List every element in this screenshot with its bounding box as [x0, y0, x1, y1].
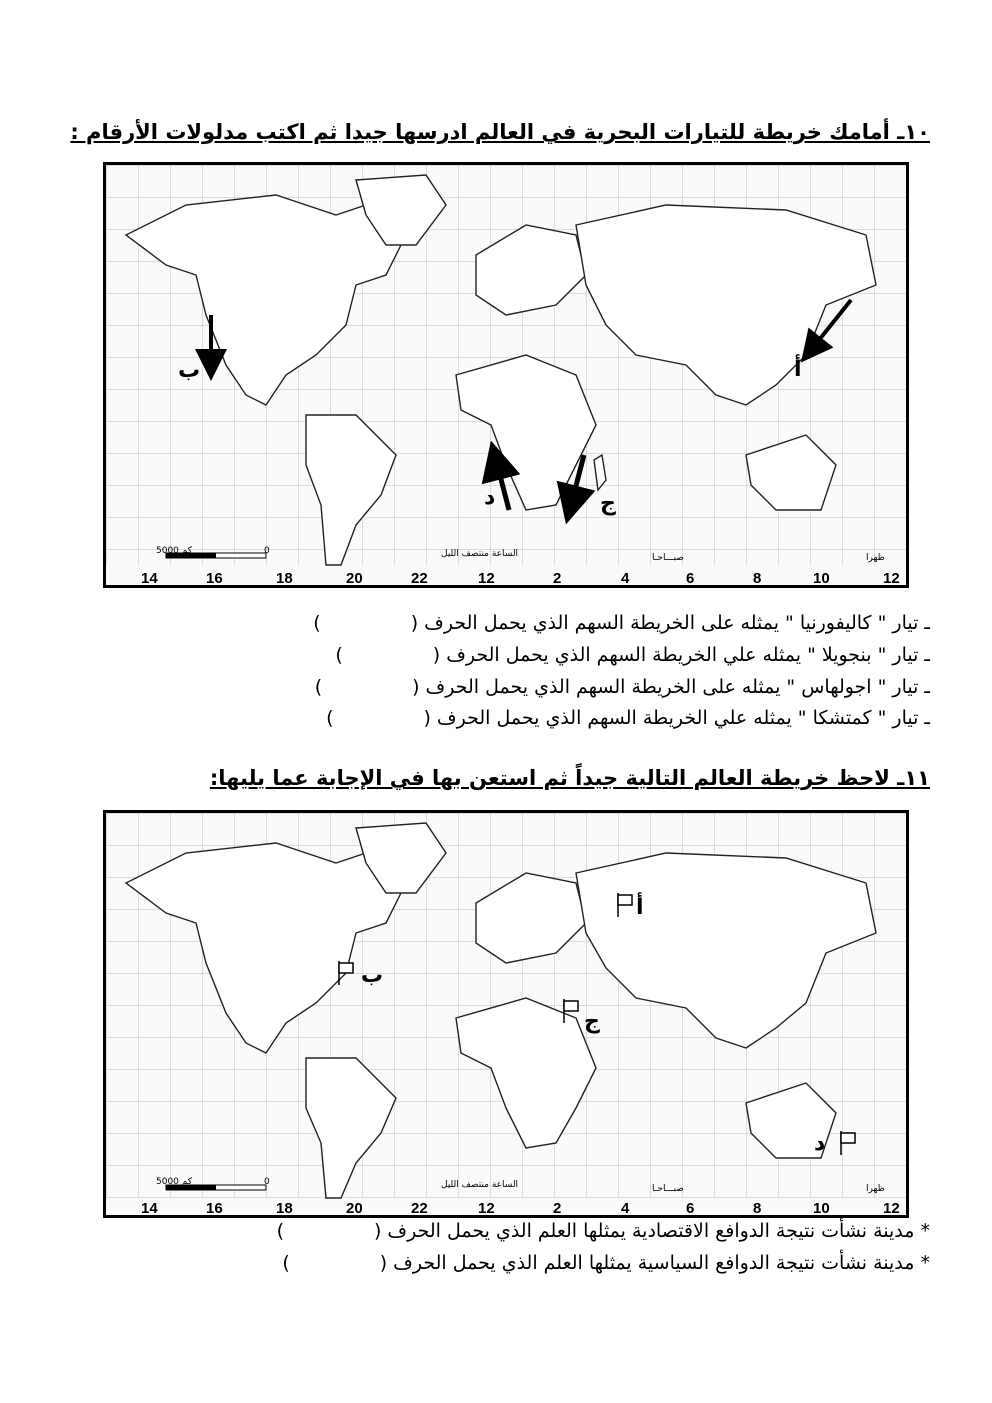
midnight-label: الساعة منتصف الليل [441, 1180, 519, 1190]
time-tick: 4 [621, 1200, 630, 1217]
time-tick: 6 [686, 1200, 695, 1217]
scale-zero: 0 [264, 546, 270, 556]
q10-item-4: ـ تيار " كمتشكا " يمثله علي الخريطة السهم الذي يحمل الحرف () [326, 707, 930, 729]
morning-label: صبـــاحـا [652, 553, 684, 563]
scale-label: 5000 كم [156, 546, 193, 556]
time-tick: 14 [141, 570, 158, 587]
noon-label: ظهرا [866, 553, 885, 563]
time-tick: 8 [753, 1200, 762, 1217]
time-tick: 6 [686, 570, 695, 587]
q11-item-1: * مدينة نشأت نتيجة الدوافع الاقتصادية يمثلها العلم الذي يحمل الحرف () [276, 1220, 930, 1242]
morning-label: صبـــاحـا [652, 1184, 684, 1194]
map-letter-d: د [814, 1131, 826, 1156]
q10-item-1: ـ تيار " كاليفورنيا " يمثله على الخريطة السهم الذي يحمل الحرف () [313, 612, 930, 634]
map-letter-a: أ [636, 895, 644, 920]
time-tick: 18 [276, 570, 293, 587]
map-letter-j: ج [584, 1009, 600, 1034]
map-letter-b: ب [178, 358, 201, 383]
time-tick: 8 [753, 570, 762, 587]
world-map-graphic [106, 813, 906, 1215]
cities-world-map [103, 810, 909, 1218]
currents-world-map [103, 162, 909, 588]
world-map-graphic [106, 165, 906, 585]
noon-label: ظهرا [866, 1184, 885, 1194]
time-tick: 14 [141, 1200, 158, 1217]
time-tick: 22 [411, 570, 428, 587]
time-tick: 16 [206, 1200, 223, 1217]
time-tick: 2 [553, 1200, 562, 1217]
time-tick: 4 [621, 570, 630, 587]
q11-item-2: * مدينة نشأت نتيجة الدوافع السياسية يمثلها العلم الذي يحمل الحرف () [282, 1252, 930, 1274]
map-letter-d: د [484, 485, 496, 510]
q10-item-3: ـ تيار " اجولهاس " يمثله على الخريطة السهم الذي يحمل الحرف () [314, 676, 930, 698]
time-tick: 12 [478, 570, 495, 587]
midnight-label: الساعة منتصف الليل [441, 549, 519, 559]
time-tick: 12 [883, 570, 900, 587]
question-11-title: ١١ـ لاحظ خريطة العالم التالية جيداً ثم استعن بها في الإجابة عما يليها: [209, 766, 930, 790]
map-letter-b: ب [361, 963, 384, 988]
time-tick: 18 [276, 1200, 293, 1217]
scale-label: 5000 كم [156, 1177, 193, 1187]
time-tick: 12 [478, 1200, 495, 1217]
map-letter-a: أ [794, 357, 802, 382]
time-tick: 12 [883, 1200, 900, 1217]
q10-item-2: ـ تيار " بنجويلا " يمثله علي الخريطة السهم الذي يحمل الحرف () [335, 644, 930, 666]
time-tick: 20 [346, 570, 363, 587]
time-tick: 10 [813, 570, 830, 587]
time-tick: 2 [553, 570, 562, 587]
question-10-title: ١٠ـ أمامك خريطة للتيارات البحرية في العالم ادرسها جيدا ثم اكتب مدلولات الأرقام : [70, 120, 930, 144]
map-letter-j: ج [600, 491, 616, 516]
time-tick: 10 [813, 1200, 830, 1217]
time-tick: 16 [206, 570, 223, 587]
time-tick: 20 [346, 1200, 363, 1217]
scale-zero: 0 [264, 1177, 270, 1187]
time-tick: 22 [411, 1200, 428, 1217]
